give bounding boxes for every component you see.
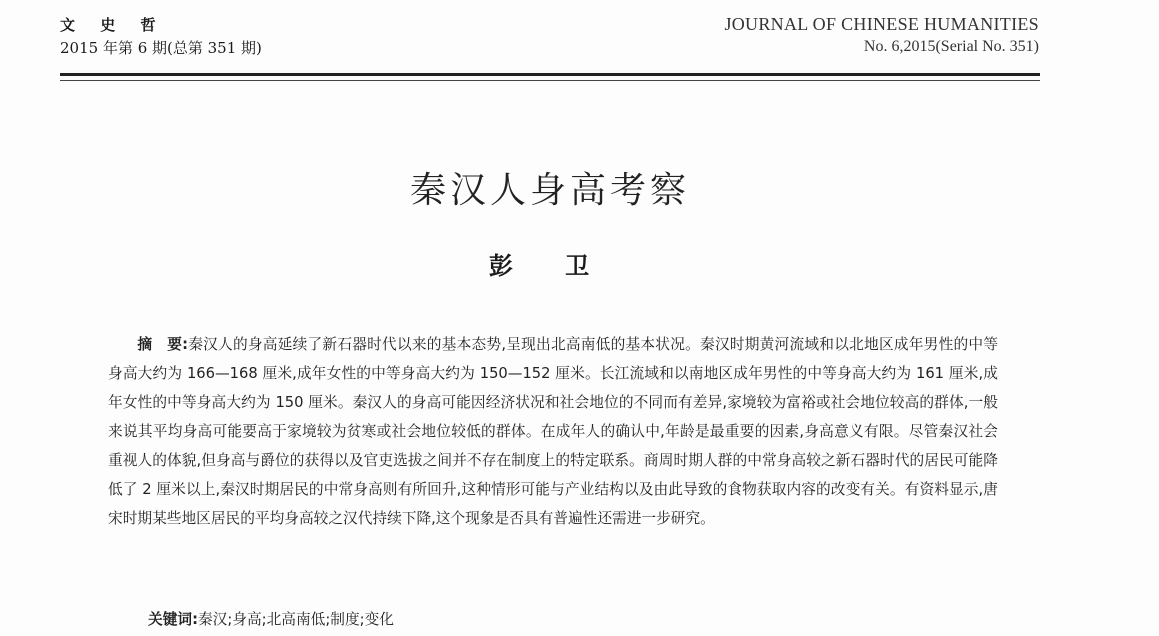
abstract-paragraph <box>108 330 998 533</box>
journal-name-cn: 文 史 哲 <box>60 16 166 34</box>
keywords-line <box>148 608 394 632</box>
issue-info-cn: 2015 年第 6 期(总第 351 期) <box>60 39 262 57</box>
journal-name-en: JOURNAL OF CHINESE HUMANITIES <box>724 14 1039 34</box>
keywords-text: 秦汉;身高;北高南低;制度;变化 <box>197 611 394 628</box>
journal-header-cn <box>60 16 262 59</box>
issue-info-en: No. 6,2015(Serial No. 351) <box>863 38 1039 55</box>
abstract-text: 秦汉人的身高延续了新石器时代以来的基本态势,呈现出北高南低的基本状况。秦汉时期黄河流域和以北地区成年男性的中等身高大约为 166—168 厘米,成年女性的中等身高大约为 150—152 厘米。长江流域和以南地区成年男性的中等身高大约为 161 厘米,成年女性的中等身高大约为 150 厘米。秦汉人的身高可能因经济状况和社会地位的不同而有差异,家境较为富裕或社会地位较高的群体,一般来说其平均身高可能要高于家境较为贫寒或社会地位较低的群体。在成年人的确认中,年龄是最重要的因素,身高意义有限。尽管秦汉社会重视人的体貌,但身高与爵位的获得以及官吏选拔之间并不存在制度上的特定联系。商周时期人群的中常身高较之新石器时代的居民可能降低了 2 厘米以上,秦汉时期居民的中常身高则有所回升,这种情形可能与产业结构以及由此导致的食物获取内容的改变有关。有资料显示,唐宋时期某些地区居民的平均身高较之汉代持续下降,这个现象是否具有普遍性还需进一步研究。 <box>108 336 999 527</box>
article-title: 秦汉人身高考察 <box>409 170 690 211</box>
keywords-label: 关键词: <box>148 611 198 628</box>
journal-header-en <box>724 13 1039 59</box>
header-rule-thin <box>60 80 1040 81</box>
abstract-label: 摘 要: <box>137 336 188 353</box>
header-rule-thick <box>60 73 1040 76</box>
article-author: 彭 卫 <box>488 252 612 280</box>
